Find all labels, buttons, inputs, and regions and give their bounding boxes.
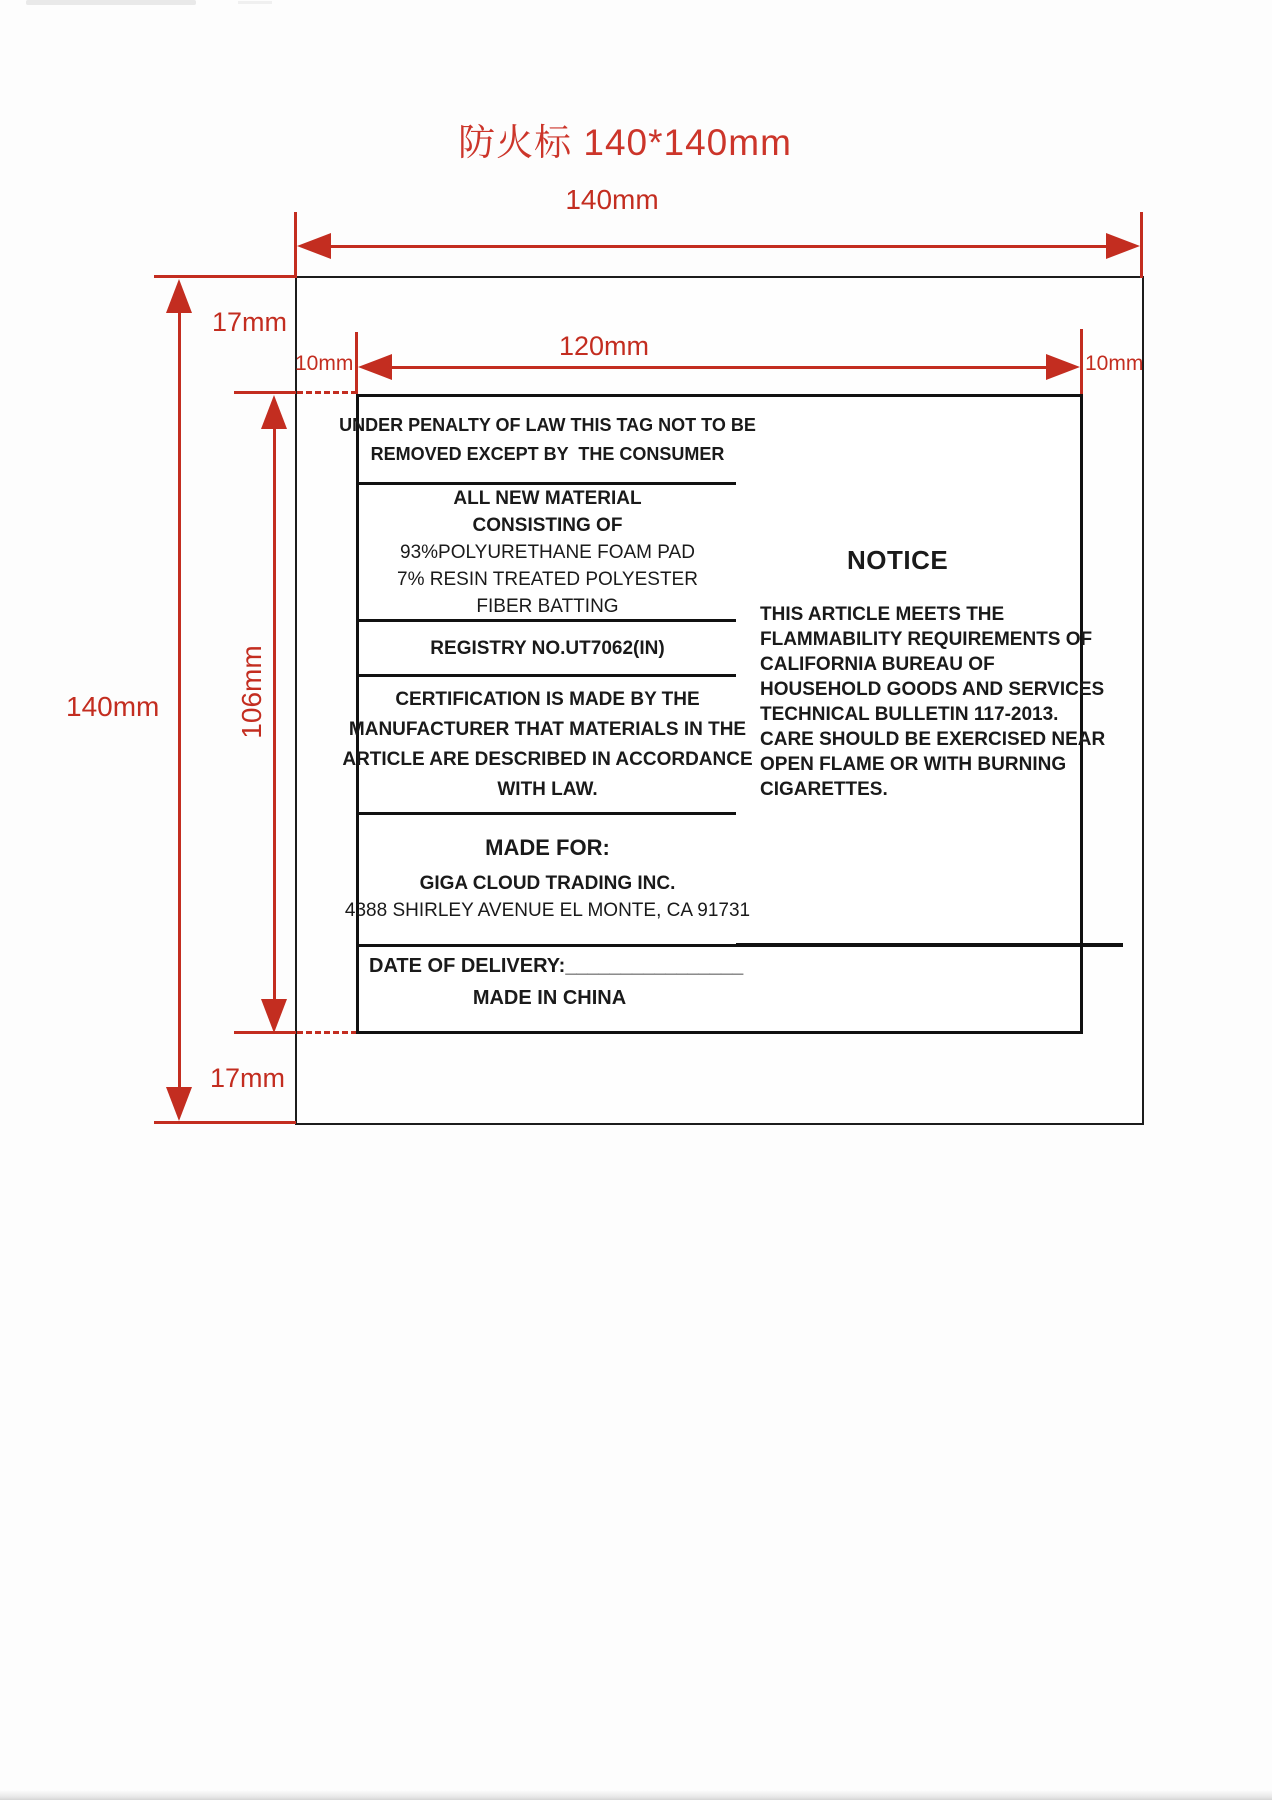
law-label (339, 394, 1106, 1034)
penalty-cell (339, 397, 756, 485)
material-content-line3: FIBER BATTING (476, 595, 619, 617)
scan-artifact-bottom (0, 1790, 1272, 1800)
notice-cell (736, 397, 1123, 947)
registry-cell (359, 622, 736, 677)
notice-body-line5: TECHNICAL BULLETIN 117-2013. (760, 704, 1059, 725)
dim-tick-dashed (297, 391, 357, 394)
arrowhead-up-icon (166, 279, 192, 313)
material-heading-line2: CONSISTING OF (472, 514, 623, 536)
material-content-line2: 7% RESIN TREATED POLYESTER (397, 568, 698, 590)
dim-line (178, 302, 181, 1098)
dim-outer-height-label: 140mm (66, 691, 160, 722)
dim-tick-dashed (297, 1031, 357, 1034)
dim-inner-width-label: 120mm (558, 331, 650, 361)
made-for-cell (344, 815, 751, 947)
scan-artifact-top (26, 0, 196, 5)
arrowhead-down-icon (166, 1087, 192, 1121)
arrowhead-left-icon (358, 354, 392, 380)
date-blank-line: ________________ (565, 955, 744, 977)
certification-cell (342, 677, 753, 815)
dim-top-margin-label: 17mm (212, 307, 288, 337)
made-in-china-text: MADE IN CHINA (472, 987, 627, 1009)
dim-line (273, 420, 276, 1008)
registry-number: REGISTRY NO.UT7062(IN) (430, 637, 665, 659)
notice-body-line6: CARE SHOULD BE EXERCISED NEAR (760, 729, 1106, 750)
penalty-text-line1: UNDER PENALTY OF LAW THIS TAG NOT TO BE (339, 414, 756, 435)
dim-left-margin-label: 10mm (295, 352, 354, 375)
arrowhead-right-icon (1106, 233, 1140, 259)
material-content-line1: 93%POLYURETHANE FOAM PAD (400, 541, 695, 563)
notice-body-line1: THIS ARTICLE MEETS THE (760, 604, 1005, 625)
dim-tick (234, 391, 296, 394)
notice-heading: NOTICE (846, 545, 949, 575)
dim-inner-height-label: 106mm (236, 645, 267, 739)
company-address: 4388 SHIRLEY AVENUE EL MONTE, CA 91731 (344, 900, 751, 921)
notice-body-line4: HOUSEHOLD GOODS AND SERVICES (760, 679, 1105, 700)
page-title: 防火标 140*140mm (458, 122, 792, 163)
notice-empty-cell (736, 947, 1123, 1031)
dim-line (318, 245, 1124, 248)
arrowhead-left-icon (297, 233, 331, 259)
dim-tick (1140, 212, 1143, 278)
arrowhead-up-icon (261, 395, 287, 429)
date-of-delivery-label: DATE OF DELIVERY: (369, 955, 566, 977)
dim-bottom-margin-label: 17mm (210, 1063, 286, 1093)
notice-body-line7: OPEN FLAME OR WITH BURNING (760, 754, 1067, 775)
label-left-column (339, 397, 756, 1031)
certification-line2: MANUFACTURER THAT MATERIALS IN THE (348, 718, 747, 740)
label-right-column (736, 397, 1123, 1031)
penalty-text-line2: REMOVED EXCEPT BY THE CONSUMER (370, 443, 725, 464)
dim-outer-width-label: 140mm (565, 184, 659, 215)
notice-body (760, 602, 1105, 802)
certification-line4: WITH LAW. (497, 778, 598, 800)
certification-line1: CERTIFICATION IS MADE BY THE (395, 688, 700, 710)
notice-body-line8: CIGARETTES. (760, 779, 888, 800)
dim-line (378, 366, 1062, 369)
scan-artifact-top-2 (238, 1, 272, 4)
arrowhead-right-icon (1046, 354, 1080, 380)
dim-tick (154, 1121, 296, 1124)
made-for-heading: MADE FOR: (485, 835, 610, 860)
delivery-cell (359, 947, 744, 1031)
company-name: GIGA CLOUD TRADING INC. (419, 873, 676, 894)
arrowhead-down-icon (261, 999, 287, 1033)
dim-tick (1080, 329, 1083, 394)
notice-body-line2: FLAMMABILITY REQUIREMENTS OF (760, 629, 1093, 650)
certification-line3: ARTICLE ARE DESCRIBED IN ACCORDANCE (342, 748, 753, 770)
material-cell (359, 485, 736, 622)
dim-tick (154, 275, 296, 278)
material-heading-line1: ALL NEW MATERIAL (453, 487, 642, 509)
notice-body-line3: CALIFORNIA BUREAU OF (760, 654, 995, 675)
dim-right-margin-label: 10mm (1085, 352, 1144, 375)
